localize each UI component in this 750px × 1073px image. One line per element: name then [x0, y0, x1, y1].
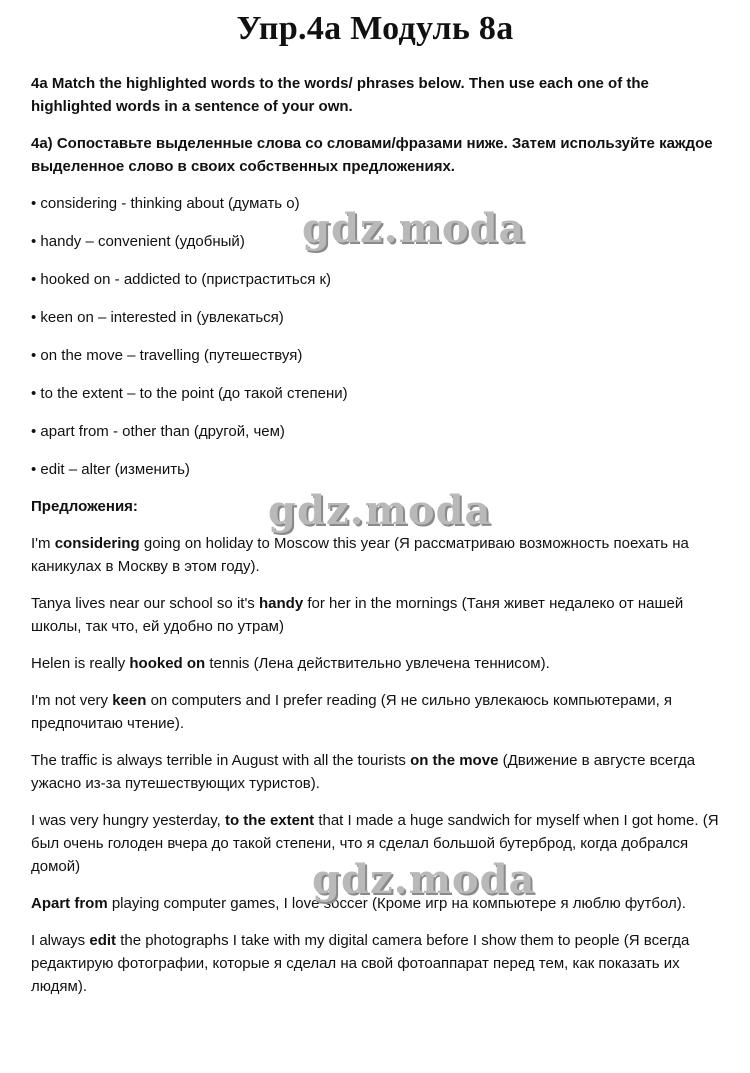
vocabulary-item: • hooked on - addicted to (пристраститься к)	[31, 271, 332, 288]
highlighted-word: to the extent	[224, 812, 315, 829]
sentences-heading: Предложения:	[31, 498, 138, 515]
example-sentence: The traffic is always terrible in August with all the tourists on the move (Движение в августе всегда ужасно из-за путешествующих туристов).	[31, 752, 696, 792]
highlighted-word: considering	[54, 535, 140, 552]
highlighted-word: keen	[112, 692, 147, 709]
document-body	[31, 72, 721, 998]
watermark: gdz.moda	[302, 205, 526, 252]
vocabulary-item: • edit – alter (изменить)	[31, 461, 190, 478]
task-russian: 4а) Сопоставьте выделенные слова со словами/фразами ниже. Затем используйте каждое выделенное слово в своих собственных предложениях.	[31, 135, 713, 175]
vocabulary-item: • on the move – travelling (путешествуя)	[31, 347, 303, 364]
highlighted-word: edit	[89, 932, 117, 949]
vocabulary-item: • apart from - other than (другой, чем)	[31, 423, 285, 440]
example-sentence: Apart from playing computer games, I love soccer (Кроме игр на компьютере я люблю футбол).	[31, 895, 686, 912]
highlighted-word: hooked on	[129, 655, 206, 672]
example-sentence: I'm not very keen on computers and I prefer reading (Я не сильно увлекаюсь компьютерами, я предпочитаю чтение).	[31, 692, 673, 732]
highlighted-word: Apart from	[31, 895, 108, 912]
task-english: 4a Match the highlighted words to the words/ phrases below. Then use each one of the highlighted words in a sentence of your own.	[31, 75, 649, 115]
watermark: gdz.moda	[312, 856, 536, 903]
vocabulary-list	[31, 192, 721, 481]
watermark: gdz.moda	[268, 487, 492, 534]
example-sentence: Tanya lives near our school so it's handy for her in the mornings (Таня живет недалеко от нашей школы, так что, ей удобно по утрам)	[31, 595, 684, 635]
vocabulary-item: • handy – convenient (удобный)	[31, 233, 245, 250]
example-sentence: I'm considering going on holiday to Moscow this year (Я рассматриваю возможность поехать на каникулах в Москву в этом году).	[31, 535, 689, 575]
example-sentence: I always edit the photographs I take with my digital camera before I show them to people (Я всегда редактирую фотографии, которые я сделал на свой фотоаппарат перед тем, как показать их людям).	[31, 932, 690, 995]
highlighted-word: on the move	[410, 752, 499, 769]
highlighted-word: handy	[258, 595, 304, 612]
example-sentence: I was very hungry yesterday, to the extent that I made a huge sandwich for myself when I got home. (Я был очень голоден вчера до такой степени, что я сделал большой бутерброд, когда добрался домой)	[31, 812, 719, 875]
page-title: Упр.4а Модуль 8а	[236, 10, 514, 47]
vocabulary-item: • considering - thinking about (думать о)	[31, 195, 300, 212]
example-sentence: Helen is really hooked on tennis (Лена действительно увлечена теннисом).	[31, 655, 550, 672]
vocabulary-item: • to the extent – to the point (до такой степени)	[31, 385, 348, 402]
vocabulary-item: • keen on – interested in (увлекаться)	[31, 309, 284, 326]
